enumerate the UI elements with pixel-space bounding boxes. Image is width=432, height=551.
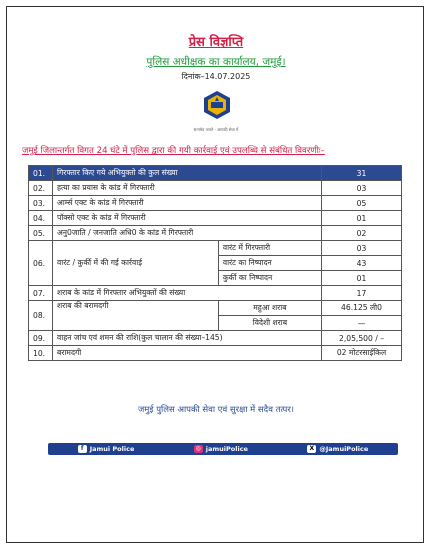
bihar-police-logo-icon: [202, 90, 232, 120]
row-label: बरामदगी: [53, 346, 322, 361]
table-row: [29, 286, 402, 301]
row-value: 01: [322, 211, 402, 226]
x-icon: X: [307, 445, 316, 453]
table-row: [29, 211, 402, 226]
row-number: 02.: [29, 181, 53, 196]
row-label: वारंट / कुर्की में की गई कार्रवाई: [53, 241, 219, 286]
table-row: [29, 301, 402, 316]
row-value: 02: [322, 226, 402, 241]
row-number: 06.: [29, 241, 53, 286]
report-heading: जमुई जिलान्तर्गत विगत 24 घंटे में पुलिस द्वारा की गयी कार्रवाई एवं उपलब्धि से संबंधित विवरणीः–: [22, 146, 325, 156]
row-number: 04.: [29, 211, 53, 226]
row-label: गिरफ्तार किए गये अभियुक्तो की कुल संख्या: [53, 166, 322, 181]
instagram-icon: ◎: [195, 445, 201, 452]
facebook-icon: f: [78, 445, 87, 453]
sub-label: वारंट का निष्पादन: [218, 256, 321, 271]
row-value: 17: [322, 286, 402, 301]
sub-label: विदेशी शराब: [218, 316, 321, 331]
table-row: [29, 241, 402, 256]
row-value: 03: [322, 181, 402, 196]
release-date: दिनांक–14.07.2025: [181, 72, 251, 81]
x-handle: @JamuiPolice: [319, 445, 369, 453]
instagram-link[interactable]: [194, 445, 248, 453]
facebook-link[interactable]: [78, 445, 135, 453]
report-table: [28, 165, 402, 361]
row-value: 02 मोटरसाईकिल: [322, 346, 402, 361]
logo-motto: सत्यमेव जयते · आपकी सेवा में: [193, 127, 239, 132]
row-number: 07.: [29, 286, 53, 301]
row-label: हत्या का प्रयास के कांड में गिरफ्तारी: [53, 181, 322, 196]
row-label: अनु0जाति / जनजाति अधि0 के कांड में गिरफ्तारी: [53, 226, 322, 241]
row-label: वाहन जांच एवं शमन की राशि(कुल चालान की संख्या–145): [53, 331, 322, 346]
row-number: 08.: [29, 301, 53, 331]
instagram-handle: jamuiPolice: [205, 445, 248, 453]
table-row: [29, 226, 402, 241]
row-number: 09.: [29, 331, 53, 346]
row-number: 03.: [29, 196, 53, 211]
sub-label: कुर्की का निष्पादन: [218, 271, 321, 286]
row-label: शराब की बरामदगी: [53, 301, 219, 331]
row-label: आर्म्स एक्ट के कांड में गिरफ्तारी: [53, 196, 322, 211]
x-link[interactable]: [307, 445, 368, 453]
row-label: पॉक्सो एक्ट के कांड में गिरफ्तारी: [53, 211, 322, 226]
row-number: 10.: [29, 346, 53, 361]
row-value: 2,05,500 / –: [322, 331, 402, 346]
row-value: 05: [322, 196, 402, 211]
sub-value: 01: [322, 271, 402, 286]
facebook-handle: Jamui Police: [89, 445, 135, 453]
press-release-title: प्रेस विज्ञप्ति: [188, 35, 244, 50]
table-row: [29, 196, 402, 211]
table-row: [29, 331, 402, 346]
office-name: पुलिस अधीक्षक का कार्यालय, जमुई।: [146, 56, 286, 68]
sub-value: 46.125 ली0: [322, 301, 402, 316]
row-label: शराब के कांड में गिरफ्तार अभियुक्तों की संख्या: [53, 286, 322, 301]
sub-value: 03: [322, 241, 402, 256]
row-value: 31: [322, 166, 402, 181]
social-bar: [48, 443, 398, 455]
row-number: 01.: [29, 166, 53, 181]
sub-label: महुआ शराब: [218, 301, 321, 316]
table-row: [29, 346, 402, 361]
sub-value: 43: [322, 256, 402, 271]
sub-value: —: [322, 316, 402, 331]
footer-tagline: जमुई पुलिस आपकी सेवा एवं सुरक्षा में सदैव तत्पर।: [137, 405, 295, 415]
row-number: 05.: [29, 226, 53, 241]
sub-label: वारंट में गिरफ्तारी: [218, 241, 321, 256]
table-row: [29, 166, 402, 181]
table-row: [29, 181, 402, 196]
